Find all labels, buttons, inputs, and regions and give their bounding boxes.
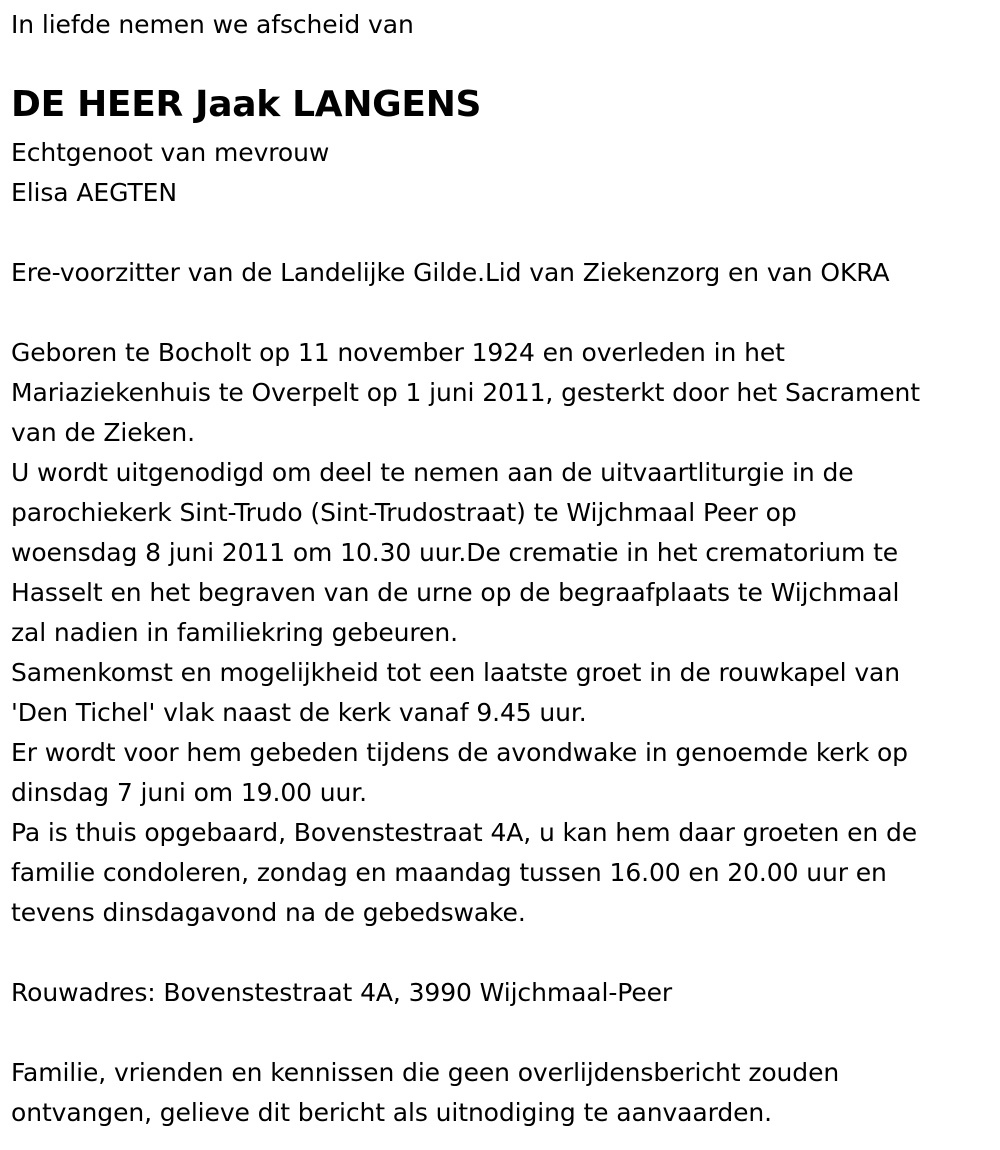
details-line: Mariaziekenhuis te Overpelt op 1 juni 2011, gesterkt door het Sacrament bbox=[11, 378, 920, 407]
family-block bbox=[11, 1053, 839, 1133]
details-line: 'Den Tichel' vlak naast de kerk vanaf 9.45 uur. bbox=[11, 698, 587, 727]
details-line: familie condoleren, zondag en maandag tussen 16.00 en 20.00 uur en bbox=[11, 858, 887, 887]
details-line: Hasselt en het begraven van de urne op de begraafplaats te Wijchmaal bbox=[11, 578, 900, 607]
roles-block bbox=[11, 253, 890, 293]
deceased-name: DE HEER Jaak LANGENS bbox=[11, 84, 482, 125]
details-line: van de Zieken. bbox=[11, 418, 195, 447]
details-line: Geboren te Bocholt op 11 november 1924 en overleden in het bbox=[11, 338, 785, 367]
details-line: U wordt uitgenodigd om deel te nemen aan de uitvaartliturgie in de bbox=[11, 458, 854, 487]
family-line: Familie, vrienden en kennissen die geen overlijdensbericht zouden bbox=[11, 1058, 840, 1087]
spouse-block bbox=[11, 133, 329, 213]
details-line: tevens dinsdagavond na de gebedswake. bbox=[11, 898, 526, 927]
spouse-line: Echtgenoot van mevrouw bbox=[11, 138, 330, 167]
details-block bbox=[11, 333, 920, 933]
details-line: zal nadien in familiekring gebeuren. bbox=[11, 618, 458, 647]
spouse-name: Elisa AEGTEN bbox=[11, 178, 177, 207]
details-line: dinsdag 7 juni om 19.00 uur. bbox=[11, 778, 368, 807]
family-line: ontvangen, gelieve dit bericht als uitnodiging te aanvaarden. bbox=[11, 1098, 773, 1127]
intro-text: In liefde nemen we afscheid van bbox=[11, 10, 414, 39]
mourning-address: Rouwadres: Bovenstestraat 4A, 3990 Wijchmaal-Peer bbox=[11, 978, 673, 1007]
details-line: woensdag 8 juni 2011 om 10.30 uur.De crematie in het crematorium te bbox=[11, 538, 899, 567]
details-line: parochiekerk Sint-Trudo (Sint-Trudostraat) te Wijchmaal Peer op bbox=[11, 498, 797, 527]
roles-text: Ere-voorzitter van de Landelijke Gilde.Lid van Ziekenzorg en van OKRA bbox=[11, 258, 890, 287]
details-line: Er wordt voor hem gebeden tijdens de avondwake in genoemde kerk op bbox=[11, 738, 908, 767]
address-block bbox=[11, 973, 672, 1013]
details-line: Samenkomst en mogelijkheid tot een laatste groet in de rouwkapel van bbox=[11, 658, 901, 687]
details-line: Pa is thuis opgebaard, Bovenstestraat 4A, u kan hem daar groeten en de bbox=[11, 818, 918, 847]
